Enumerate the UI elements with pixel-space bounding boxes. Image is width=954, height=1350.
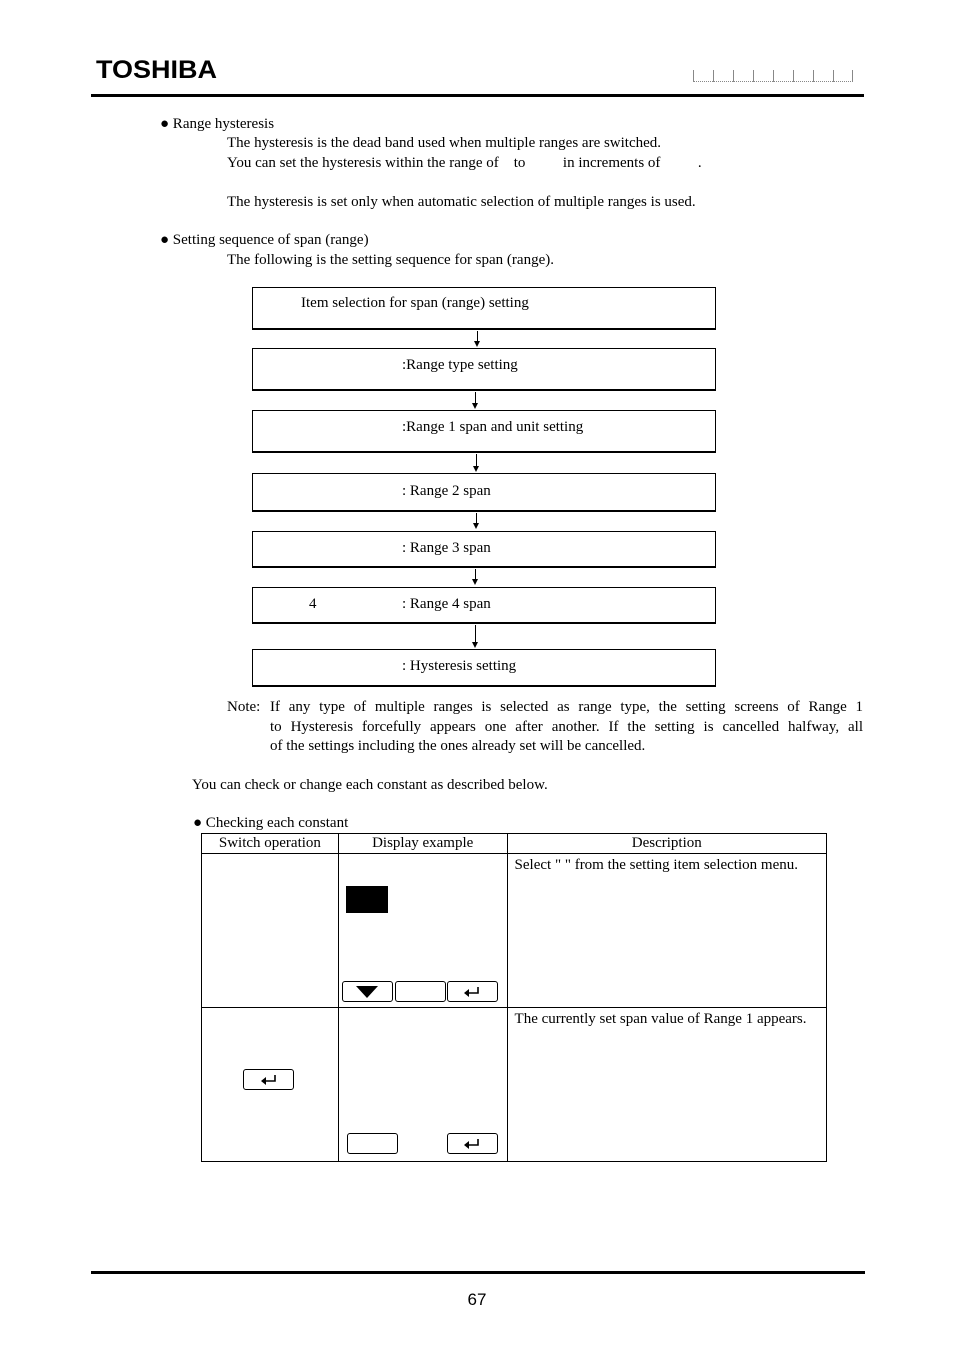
- constants-table: [201, 833, 827, 1162]
- column-header-switch: Switch operation: [202, 834, 339, 854]
- flow-step-range2: [252, 473, 716, 512]
- flow-step-range3: [252, 531, 716, 568]
- flow-step-label: : Hysteresis setting: [402, 658, 517, 674]
- flow-arrow-head: [472, 642, 478, 648]
- blank-key-icon: [347, 1133, 398, 1154]
- switch-operation-cell: [202, 1008, 338, 1161]
- display-highlight-block: [346, 886, 388, 913]
- display-example-cell: [339, 854, 507, 1007]
- flow-arrow-head: [472, 403, 478, 409]
- header-rule: [91, 94, 864, 97]
- flow-step-hysteresis: [252, 649, 716, 687]
- column-header-description: Description: [507, 834, 826, 854]
- flow-step-label: : Range 3 span: [402, 540, 491, 556]
- note-line1: If any type of multiple ranges is selected as range type, the setting screens of Range 1: [270, 699, 863, 715]
- range-hysteresis-heading: ● Range hysteresis: [160, 116, 275, 132]
- down-key-icon: [342, 981, 393, 1002]
- note-line3: of the settings including the ones already set will be cancelled.: [270, 738, 646, 754]
- footer-rule: [91, 1271, 865, 1274]
- blank-key-icon: [395, 981, 446, 1002]
- check-intro: You can check or change each constant as described below.: [192, 777, 548, 793]
- flow-step-range4: [252, 587, 716, 624]
- flow-step-label: : Range 4 span: [402, 596, 491, 612]
- switch-operation-cell: [202, 854, 338, 1007]
- flow-arrow-head: [473, 523, 479, 529]
- table-row: [202, 1008, 827, 1162]
- flow-step-label: Item selection for span (range) setting: [301, 295, 529, 311]
- setting-sequence-intro: The following is the setting sequence for span (range).: [227, 252, 554, 268]
- range-hysteresis-line3: The hysteresis is set only when automatic selection of multiple ranges is used.: [227, 194, 696, 210]
- flow-arrow-line: [475, 625, 476, 643]
- table-row: [202, 854, 827, 1008]
- note-label: Note:: [227, 699, 261, 715]
- flow-step-label: :Range type setting: [402, 357, 518, 373]
- header-document-boxes: [693, 70, 853, 82]
- toshiba-logo: TOSHIBA: [96, 56, 218, 84]
- enter-key-icon: [447, 1133, 498, 1154]
- range-hysteresis-line1: The hysteresis is the dead band used when multiple ranges are switched.: [227, 135, 662, 151]
- description-text: The currently set span value of Range 1 appears.: [514, 1011, 807, 1027]
- display-example-cell: [339, 1008, 507, 1161]
- page-number: 67: [467, 1290, 487, 1309]
- flow-step-prefix: 4: [309, 596, 317, 612]
- range-hysteresis-line2: You can set the hysteresis within the range of to in increments of .: [227, 155, 702, 171]
- flow-step-label: : Range 2 span: [402, 483, 491, 499]
- flow-step-item-selection: [252, 287, 716, 330]
- flow-step-label: :Range 1 span and unit setting: [402, 419, 584, 435]
- enter-key-icon: [447, 981, 498, 1002]
- flow-arrow-head: [473, 466, 479, 472]
- column-header-display: Display example: [338, 834, 507, 854]
- description-text: Select " " from the setting item selection menu.: [514, 857, 798, 873]
- note-line2: to Hysteresis forcefully appears one after another. If the setting is cancelled halfway, all: [270, 719, 863, 735]
- flow-arrow-head: [472, 579, 478, 585]
- enter-key-icon: [243, 1069, 294, 1090]
- setting-sequence-heading: ● Setting sequence of span (range): [160, 232, 369, 248]
- flow-step-range1: [252, 410, 716, 453]
- checking-heading: ● Checking each constant: [193, 815, 349, 831]
- flow-step-range-type: [252, 348, 716, 391]
- flow-arrow-head: [474, 341, 480, 347]
